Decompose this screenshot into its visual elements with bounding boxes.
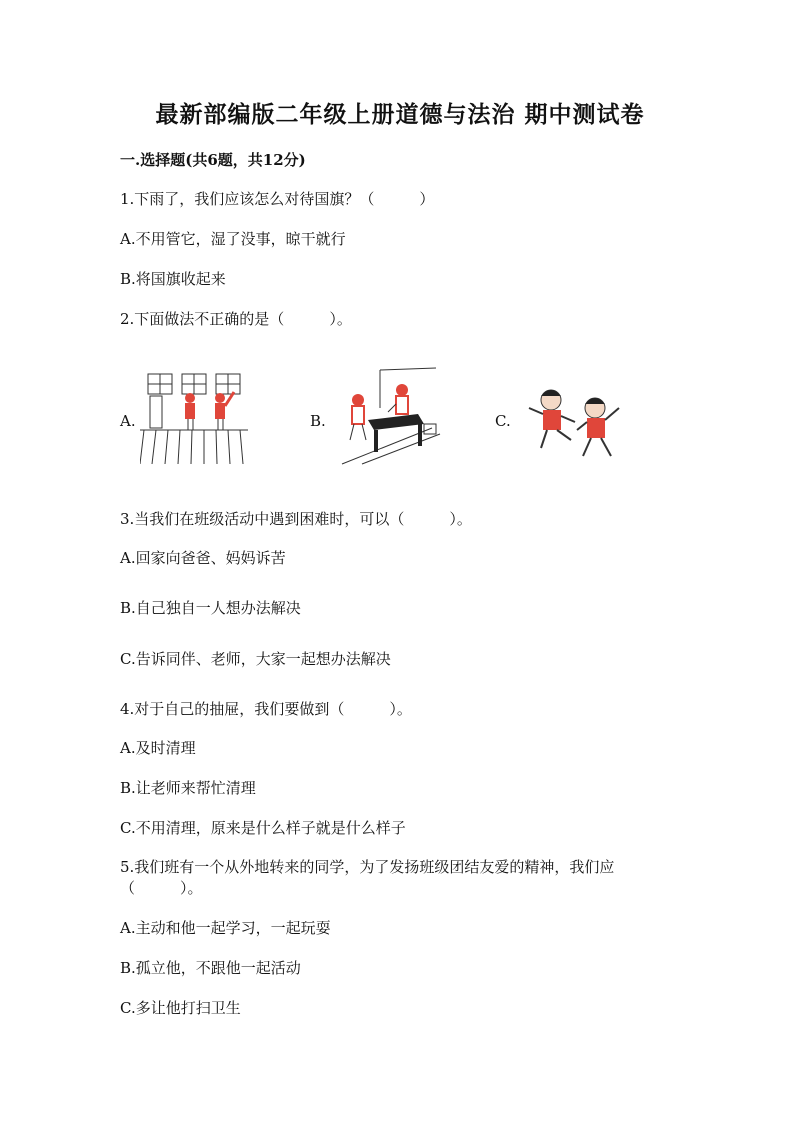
question-1-stem: 1.下雨了，我们应该怎么对待国旗？（ ）	[120, 190, 435, 208]
figure-b-drawing	[332, 364, 442, 468]
question-4-option-c: C.不用清理，原来是什么样子就是什么样子	[120, 819, 406, 837]
question-1-option-b: B.将国旗收起来	[120, 270, 226, 288]
question-4-stem: 4.对于自己的抽屉，我们要做到（ ）。	[120, 700, 412, 718]
figure-a-drawing	[140, 364, 250, 468]
question-4-option-b: B.让老师来帮忙清理	[120, 779, 256, 797]
figure-c-label: C.	[495, 412, 511, 430]
figure-a	[120, 364, 250, 468]
figure-c	[495, 364, 640, 468]
question-5-option-a: A.主动和他一起学习，一起玩耍	[120, 919, 331, 937]
section-heading: 一.选择题(共6题，共12分)	[120, 151, 306, 169]
question-5-stem-line-2: （ ）。	[120, 879, 203, 897]
page-title: 最新部编版二年级上册道德与法治 期中测试卷	[155, 101, 645, 128]
question-2-figures	[120, 364, 640, 468]
figure-c-drawing	[517, 364, 637, 468]
question-3-option-a: A.回家向爸爸、妈妈诉苦	[120, 549, 286, 567]
figure-b-label: B.	[310, 412, 326, 430]
question-5-stem-line-1: 5.我们班有一个从外地转来的同学，为了发扬班级团结友爱的精神，我们应	[120, 858, 615, 876]
question-2-stem: 2.下面做法不正确的是（ ）。	[120, 310, 352, 328]
figure-a-label: A.	[120, 412, 136, 430]
question-3-option-b: B.自己独自一人想办法解决	[120, 599, 301, 617]
question-4-option-a: A.及时清理	[120, 739, 196, 757]
question-5-option-c: C.多让他打扫卫生	[120, 999, 241, 1017]
question-3-option-c: C.告诉同伴、老师，大家一起想办法解决	[120, 650, 391, 668]
question-5-option-b: B.孤立他，不跟他一起活动	[120, 959, 301, 977]
question-3-stem: 3.当我们在班级活动中遇到困难时，可以（ ）。	[120, 510, 472, 528]
figure-b	[310, 364, 450, 468]
question-1-option-a: A.不用管它，湿了没事，晾干就行	[120, 230, 346, 248]
